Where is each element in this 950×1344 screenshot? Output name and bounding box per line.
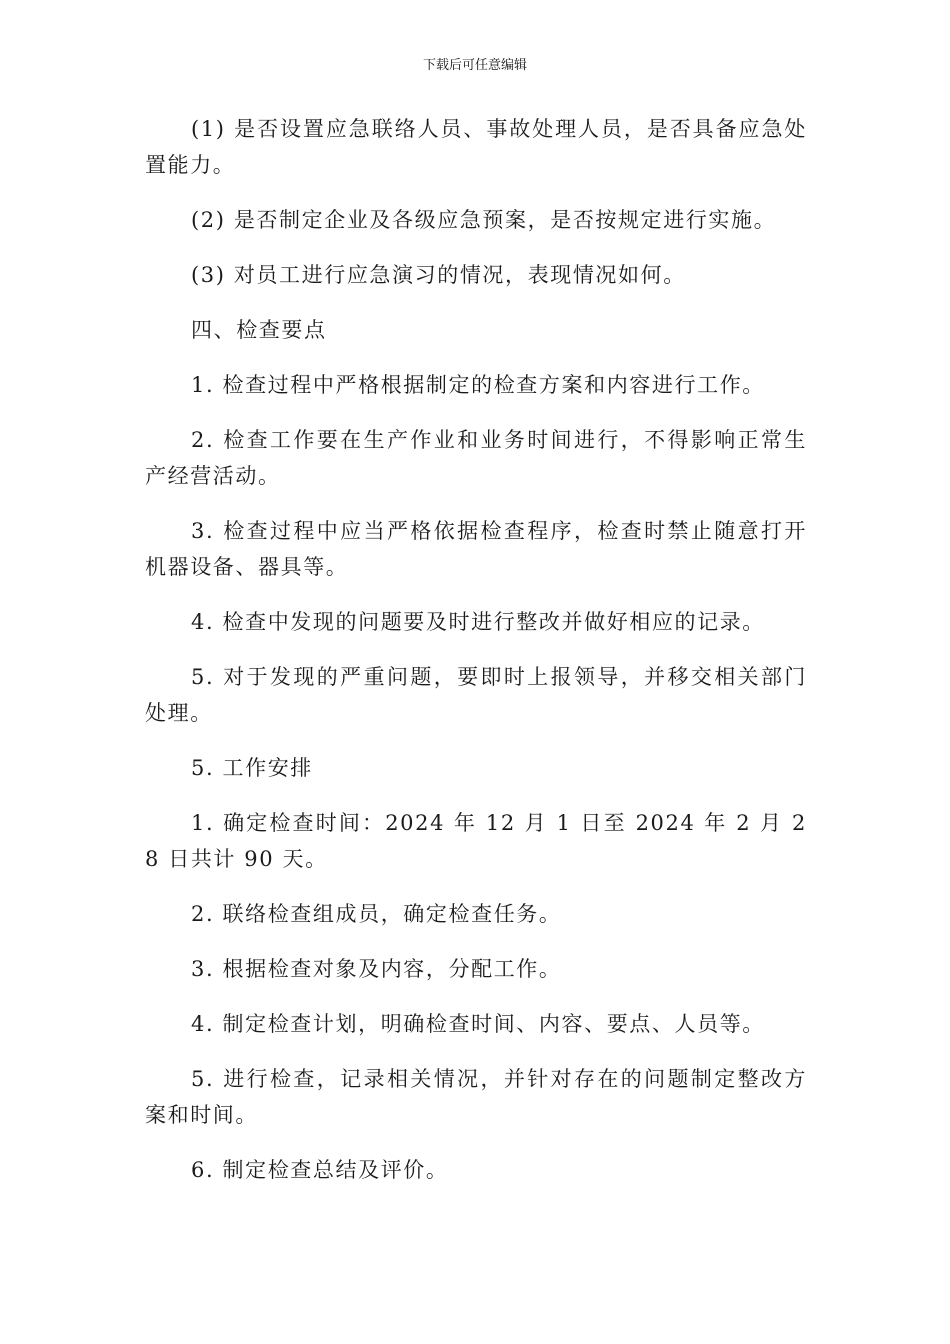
- list-item: 5. 对于发现的严重问题，要即时上报领导，并移交相关部门处理。: [145, 665, 807, 725]
- section-heading: 四、检查要点: [191, 318, 327, 342]
- list-item: 6. 制定检查总结及评价。: [191, 1158, 449, 1182]
- list-item: 4. 制定检查计划，明确检查时间、内容、要点、人员等。: [191, 1012, 765, 1036]
- document-body: [145, 111, 807, 1207]
- paragraph: (2) 是否制定企业及各级应急预案，是否按规定进行实施。: [191, 208, 777, 232]
- paragraph: (1) 是否设置应急联络人员、事故处理人员，是否具备应急处置能力。: [145, 117, 807, 177]
- section-heading: 5. 工作安排: [191, 756, 313, 780]
- list-item: 1. 检查过程中严格根据制定的检查方案和内容进行工作。: [191, 373, 765, 397]
- list-item: 1. 确定检查时间：2024 年 12 月 1 日至 2024 年 2 月 28 日共计 90 天。: [145, 811, 807, 871]
- list-item: 4. 检查中发现的问题要及时进行整改并做好相应的记录。: [191, 610, 765, 634]
- list-item: 5. 进行检查，记录相关情况，并针对存在的问题制定整改方案和时间。: [145, 1067, 807, 1127]
- list-item: 2. 联络检查组成员，确定检查任务。: [191, 902, 562, 926]
- list-item: 2. 检查工作要在生产作业和业务时间进行，不得影响正常生产经营活动。: [145, 428, 807, 488]
- list-item: 3. 根据检查对象及内容，分配工作。: [191, 957, 562, 981]
- page-header: 下载后可任意编辑: [422, 58, 527, 73]
- list-item: 3. 检查过程中应当严格依据检查程序，检查时禁止随意打开机器设备、器具等。: [145, 519, 807, 579]
- paragraph: (3) 对员工进行应急演习的情况，表现情况如何。: [191, 263, 686, 287]
